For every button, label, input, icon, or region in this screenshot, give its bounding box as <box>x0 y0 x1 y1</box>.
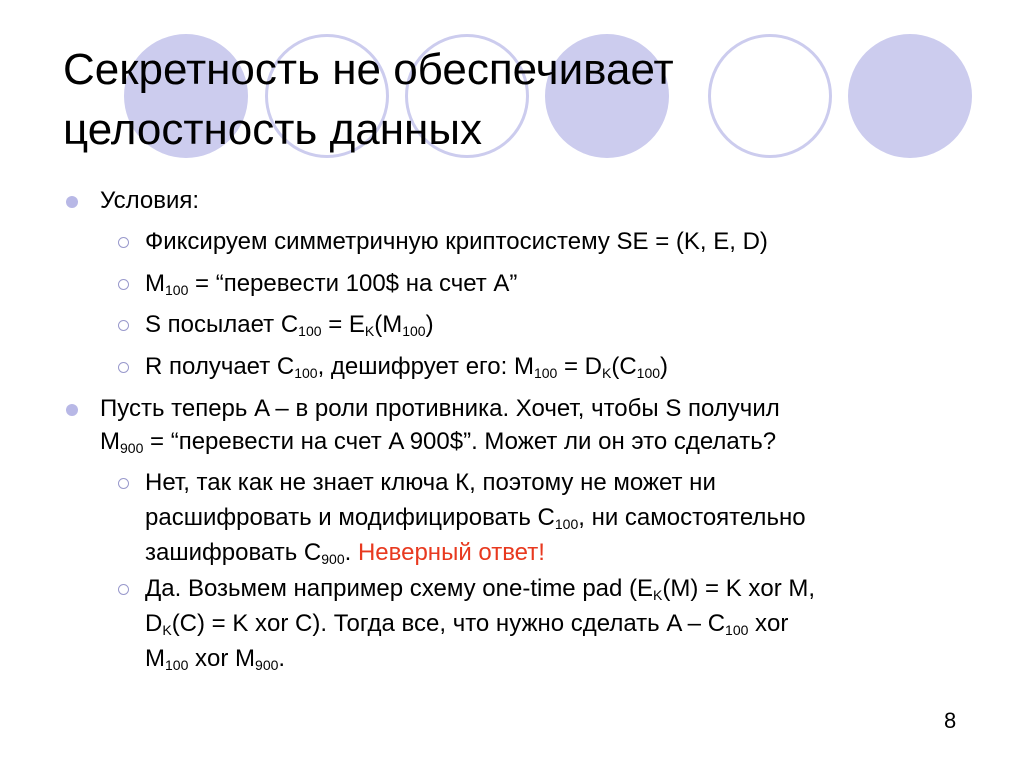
subscript: K <box>602 365 612 381</box>
sub-bullet-icon <box>118 279 129 290</box>
text-span: S посылает C <box>145 311 299 338</box>
text-span: M <box>145 645 165 672</box>
wrong-answer-label: Неверный ответ! <box>357 539 545 566</box>
text-span: зашифровать C <box>145 539 322 566</box>
subscript: 900 <box>321 551 345 567</box>
sub-bullet-icon <box>118 362 129 373</box>
title-line-2: целостность данных <box>63 105 482 154</box>
subscript: 100 <box>298 323 322 339</box>
subscript: 100 <box>554 516 579 532</box>
sub-bullet-message <box>145 270 517 298</box>
text-span: (M) = K xor M, <box>662 575 816 602</box>
text-span: (M <box>374 311 403 338</box>
title-line-1: Секретность не обеспечивает <box>63 45 674 94</box>
sub-bullet-icon <box>118 320 129 331</box>
text-span: R получает C <box>145 353 295 380</box>
subscript: 100 <box>294 365 318 381</box>
text-span: , дешифрует его: M <box>317 353 534 380</box>
sub-bullet-otp-line-2 <box>145 610 788 638</box>
text-span: = D <box>557 353 602 380</box>
subscript: 100 <box>533 365 558 381</box>
text-span: = “перевести на счет A 900$”. Может ли он это сделать? <box>143 428 777 455</box>
subscript: K <box>364 323 375 339</box>
bullet-adversary-line-1 <box>100 395 780 423</box>
sub-bullet-otp-line-1 <box>145 575 815 603</box>
text-span: . <box>278 645 286 672</box>
text-span: Пусть теперь A – в роли противника. Хочет, чтобы S получил <box>100 395 780 422</box>
sub-bullet-sender <box>145 311 434 339</box>
bullet-text: Условия: <box>100 187 200 214</box>
text-span: = E <box>321 311 365 338</box>
bullet-conditions <box>100 187 199 215</box>
sub-bullet-cryptosystem <box>145 228 768 256</box>
subscript: 100 <box>725 622 749 638</box>
sub-bullet-receiver <box>145 353 668 381</box>
subscript: 100 <box>165 657 189 673</box>
text-span: . <box>344 539 358 566</box>
subscript: 900 <box>255 657 279 673</box>
sub-bullet-wrong-answer-line-2 <box>145 504 806 532</box>
sub-bullet-wrong-answer-line-1 <box>145 469 716 497</box>
sub-bullet-icon <box>118 237 129 248</box>
text-span: расшифровать и модифицировать C <box>145 504 555 531</box>
subscript: K <box>162 622 172 638</box>
text-span: xor <box>748 610 789 637</box>
text-span: M <box>145 270 165 297</box>
text-span: Нет, так как не знает ключа К, поэтому не может ни <box>145 469 716 496</box>
bullet-adversary-line-2 <box>100 428 776 456</box>
page-number: 8 <box>944 708 957 733</box>
sub-bullet-wrong-answer-line-3 <box>145 539 545 567</box>
text-span: ) <box>660 353 669 380</box>
text-span: M <box>100 428 120 455</box>
subscript: 100 <box>402 323 426 339</box>
sub-bullet-otp-line-3 <box>145 645 285 673</box>
bullet-icon <box>66 196 78 208</box>
text-span: , ни самостоятельно <box>578 504 806 531</box>
text-span: xor M <box>188 645 256 672</box>
text-span: ) <box>425 311 434 338</box>
subscript: K <box>653 587 663 603</box>
text-span: (C) = K xor C). Тогда все, что нужно сделать A – C <box>171 610 726 637</box>
text-span: D <box>145 610 163 637</box>
text-span: = “перевести 100$ на счет A” <box>188 270 518 297</box>
sub-bullet-icon <box>118 478 129 489</box>
subscript: 900 <box>120 440 144 456</box>
sub-bullet-icon <box>118 584 129 595</box>
text-span: (C <box>611 353 637 380</box>
subscript: 100 <box>636 365 661 381</box>
sub-bullet-text: Фиксируем симметричную криптосистему SE = (K, E, D) <box>145 228 768 255</box>
bullet-icon <box>66 404 78 416</box>
text-span: Да. Возьмем например схему one-time pad (E <box>145 575 654 602</box>
subscript: 100 <box>165 282 189 298</box>
